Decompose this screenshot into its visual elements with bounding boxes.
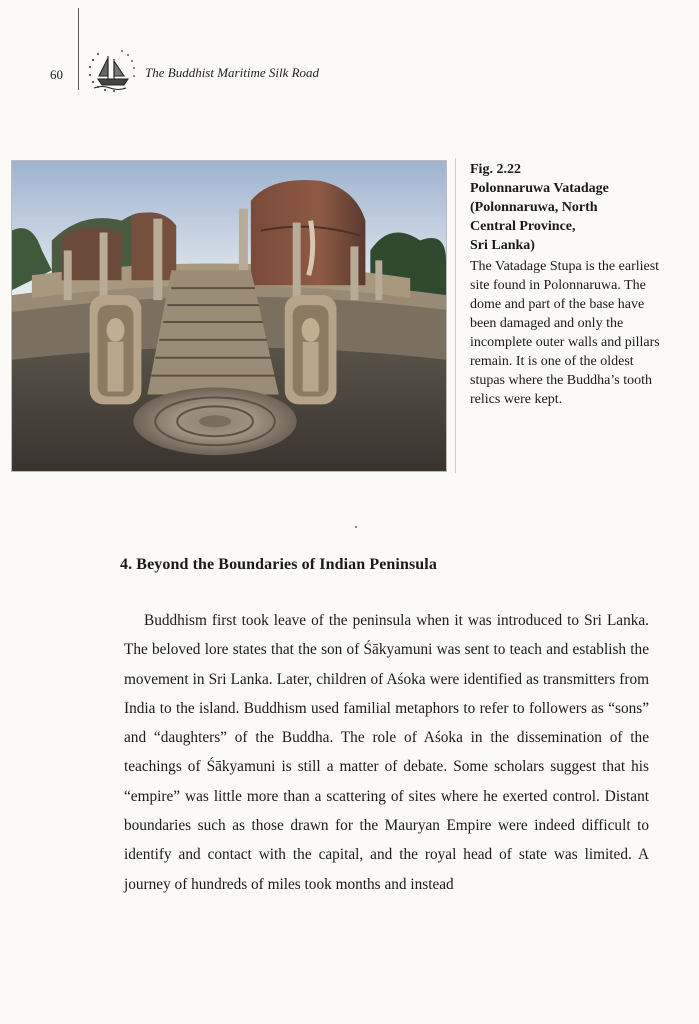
figure-caption [470, 160, 670, 409]
header-divider [78, 8, 79, 90]
section-heading: 4. Beyond the Boundaries of Indian Peninsula [120, 556, 437, 573]
ship-logo-icon [84, 46, 142, 96]
figure-title-line: (Polonnaruwa, North [470, 200, 598, 215]
page-number: 60 [50, 67, 63, 82]
stray-dot [355, 526, 357, 528]
running-title: The Buddhist Maritime Silk Road [145, 65, 320, 80]
figure-divider [455, 158, 456, 473]
figure-title-line: Sri Lanka) [470, 238, 535, 253]
figure-label: Fig. 2.22 [470, 162, 521, 177]
stupa-photo [11, 160, 447, 472]
figure-title-line: Central Province, [470, 219, 576, 234]
figure-description: The Vatadage Stupa is the earliest site found in Polonnaruwa. The dome and part of the base have been damaged and only the incomplete outer walls and pillars remain. It is one of the oldest stupas where the Buddha’s tooth relics were kept. [470, 259, 660, 407]
body-paragraph: Buddhism first took leave of the peninsula when it was introduced to Sri Lanka. The beloved lore states that the son of Śākyamuni was sent to teach and establish the movement in Sri Lanka. Later, children of Aśoka were identified as transmitters from India to the island. Buddhism used familial metaphors to refer to followers as “sons” and “daughters” of the Buddha. The role of Aśoka in the dissemination of the teachings of Śākyamuni is still a matter of debate. Some scholars suggest that his “empire” was little more than a scattering of sites where he exerted control. Distant boundaries such as those drawn for the Mauryan Empire were indeed difficult to identify and contact with the capital, and the royal head of state was limited. A journey of hundreds of miles took months and instead [124, 612, 649, 893]
figure-title-line: Polonnaruwa Vatadage [470, 181, 609, 196]
